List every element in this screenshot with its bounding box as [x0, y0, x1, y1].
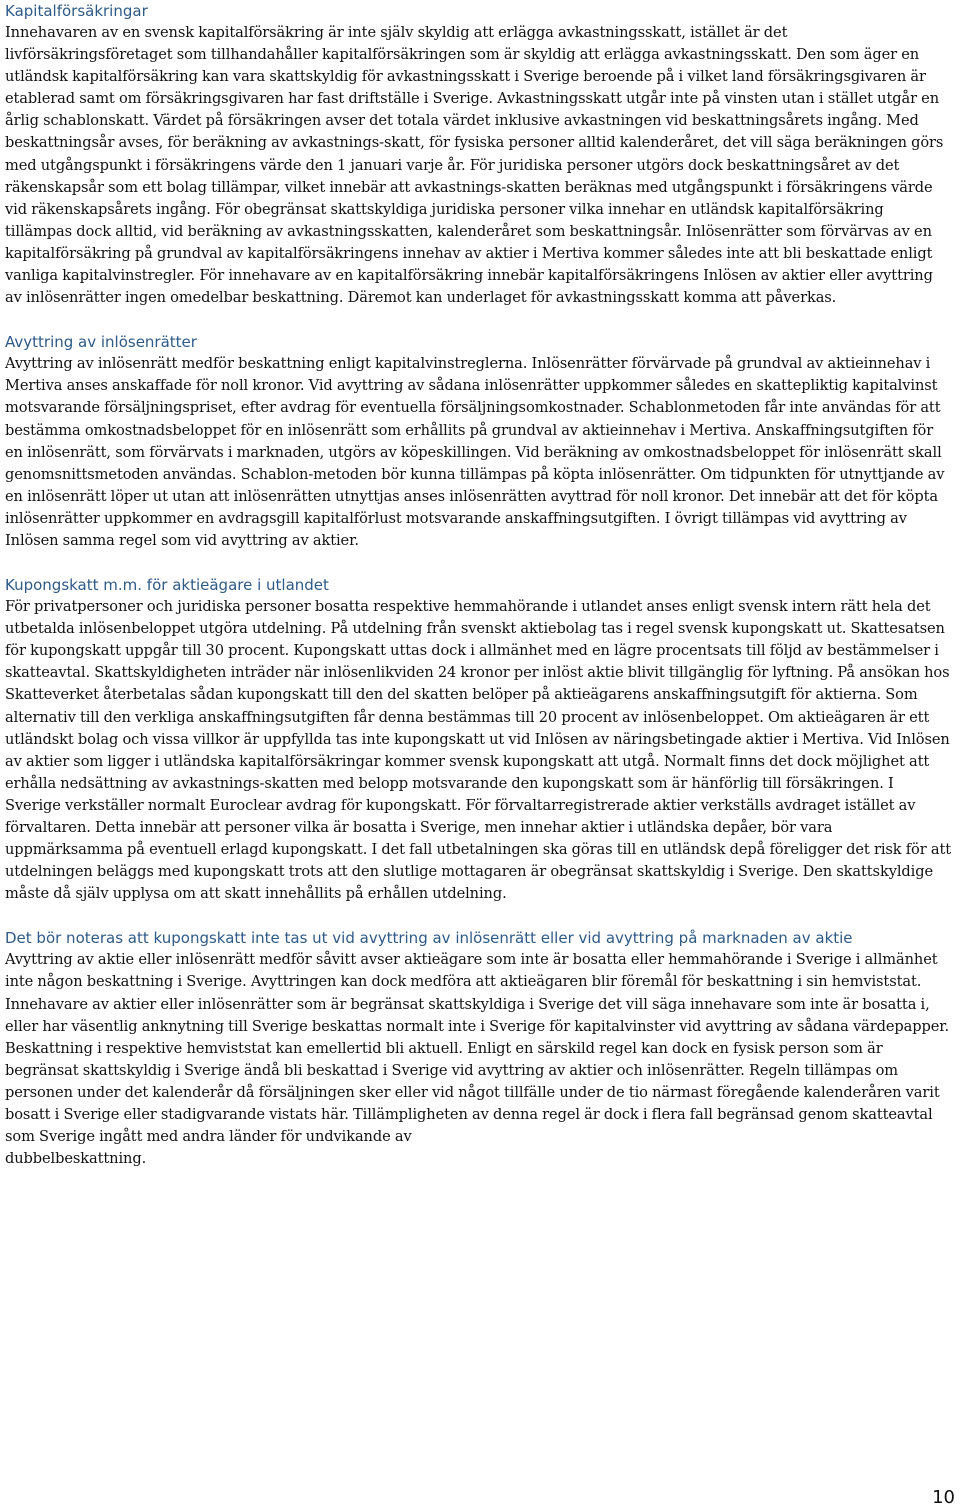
section-body-avyttring-inlosenratter: Avyttring av inlösenrätt medför beskattning enligt kapitalvinstreglerna. Inlösenrätter förvärvade på grundval av aktieinnehav i Mertiva anses anskaffade för noll kronor. Vid avyttring av sådana inlösenrätter uppkommer således en skattepliktig kapitalvinst motsvarande försäljningspriset, efter avdrag för eventuella försäljningsomkostnader. Schablonmetoden får inte användas för att bestämma omkostnadsbeloppet för en inlösenrätt som erhållits på grundval av aktieinnehav i Mertiva. Anskaffningsutgiften för en inlösenrätt, som förvärvats i marknaden, utgörs av köpeskillingen. Vid beräkning av omkostnadsbeloppet för inlösenrätt skall genomsnittsmetoden användas. Schablon-metoden bör kunna tillämpas på köpta inlösenrätter. Om tidpunkten för utnyttjande av en inlösenrätt löper ut utan att inlösenrätten utnyttjas anses inlösenrätten avyttrad för noll kronor. Det innebär att det för köpta inlösenrätter uppkommer en avdragsgill kapitalförlust motsvarande anskaffningsutgiften. I övrigt tillämpas vid avyttring av Inlösen samma regel som vid avyttring av aktier.	[5, 355, 945, 549]
section-heading-kapitalforsakringar: Kapitalförsäkringar	[5, 2, 148, 20]
section-gap	[5, 309, 953, 331]
section-heading-avyttring-inlosenratter: Avyttring av inlösenrätter	[5, 333, 197, 352]
section-body-kapitalforsakringar: Innehavaren av en svensk kapitalförsäkring är inte själv skyldig att erlägga avkastningsskatt, istället är det livförsäkringsföretaget som tillhandahåller kapitalförsäkringen som är skyldig att erlägga avkastningsskatt. Den som äger en utländsk kapitalförsäkring kan vara skattskyldig för avkastningsskatt i Sverige beroende på i vilket land försäkringsgivaren är etablerad samt om försäkringsgivaren har fast driftställe i Sverige. Avkastningsskatt utgår inte på vinsten utan i stället utgår en årlig schablonskatt. Värdet på försäkringen avser det totala värdet inklusive avkastningen vid beskattningsårets ingång. Med beskattningsår avses, för beräkning av avkastnings-skatt, för fysiska personer alltid kalenderåret, det vill säga beräkningen görs med utgångspunkt i försäkringens värde den 1 januari varje år. För juridiska personer utgörs dock beskattningsåret av det räkenskapsår som ett bolag tillämpar, vilket innebär att avkastnings-skatten beräknas med utgångspunkt i försäkringens värde vid räkenskapsårets ingång. För obegränsat skattskyldiga juridiska personer vilka innehar en utländsk kapitalförsäkring tillämpas dock alltid, vid beräkning av avkastningsskatten, kalenderåret som beskattningsår. Inlösenrätter som förvärvas av en kapitalförsäkring på grundval av kapitalförsäkringens innehav av aktier i Mertiva kommer således inte att bli beskattade enligt vanliga kapitalvinstregler. För innehavare av en kapitalförsäkring innebär kapitalförsäkringens Inlösen av aktier eller avyttring av inlösenrätter ingen omedelbar beskattning. Däremot kan underlaget för avkastningsskatt komma att påverkas.	[5, 24, 944, 307]
document-page	[5, 0, 953, 1170]
section-body-notering-kupongskatt: Avyttring av aktie eller inlösenrätt medför såvitt avser aktieägare som inte är bosatta eller hemmahörande i Sverige i allmänhet inte någon beskattning i Sverige. Avyttringen kan dock medföra att aktieägaren blir föremål för beskattning i sin hemviststat. Innehavare av aktier eller inlösenrätter som är begränsat skattskyldiga i Sverige det vill säga innehavare som inte är bosatta i, eller har väsentlig anknytning till Sverige beskattas normalt inte i Sverige för kapitalvinster vid avyttring av sådana värdepapper. Beskattning i respektive hemviststat kan emellertid bli aktuell. Enligt en särskild regel kan dock en fysisk person som är begränsat skattskyldig i Sverige ändå bli beskattad i Sverige vid avyttring av aktier och inlösenrätter. Regeln tillämpas om personen under det kalenderår då försäljningen sker eller vid något tillfälle under de tio närmast föregående kalenderåren varit bosatt i Sverige eller stadigvarande vistats här. Tillämpligheten av denna regel är dock i flera fall begränsad genom skatteavtal som Sverige ingått med andra länder för undvikande av	[5, 951, 950, 1146]
section-heading-kupongskatt: Kupongskatt m.m. för aktieägare i utlandet	[5, 576, 329, 595]
section-gap	[5, 905, 953, 927]
section-heading-notering-kupongskatt: Det bör noteras att kupongskatt inte tas ut vid avyttring av inlösenrätt eller vid avyttring på marknaden av aktie	[5, 929, 853, 948]
section-body-tail: dubbelbeskattning.	[5, 1150, 147, 1168]
section-body-kupongskatt: För privatpersoner och juridiska personer bosatta respektive hemmahörande i utlandet anses enligt svensk intern rätt hela det utbetalda inlösenbeloppet utgöra utdelning. På utdelning från svenskt aktiebolag tas i regel svensk kupongskatt ut. Skattesatsen för kupongskatt uppgår till 30 procent. Kupongskatt uttas dock i allmänhet med en lägre procentsats till följd av bestämmelser i skatteavtal. Skattskyldigheten inträder när inlösenlikviden 24 kronor per inlöst aktie blivit tillgänglig för lyftning. På ansökan hos Skatteverket återbetalas sådan kupongskatt till den del skatten belöper på aktieägarens anskaffningsutgift för aktierna. Som alternativ till den verkliga anskaffningsutgiften får denna bestämmas till 20 procent av inlösenbeloppet. Om aktieägaren är ett utländskt bolag och vissa villkor är uppfyllda tas inte kupongskatt ut vid Inlösen av näringsbetingade aktier i Mertiva. Vid Inlösen av aktier som ligger i utländska kapitalförsäkringar kommer svensk kupongskatt att utgå. Normalt finns det dock möjlighet att erhålla nedsättning av avkastnings-skatten med belopp motsvarande den kupongskatt som är hänförlig till försäkringen. I Sverige verkställer normalt Euroclear avdrag för kupongskatt. För förvaltarregistrerade aktier verkställs avdraget istället av förvaltaren. Detta innebär att personer vilka är bosatta i Sverige, men innehar aktier i utländska depåer, bör vara uppmärksamma på eventuell erlagd kupongskatt. I det fall utbetalningen ska göras till en utländsk depå föreligger det risk för att utdelningen beläggs med kupongskatt trots att den slutlige mottagaren är obegränsat skattskyldig i Sverige. Den skattskyldige måste då själv upplysa om att skatt innehållits på erhållen utdelning.	[5, 598, 951, 903]
page-number: 10	[932, 1487, 955, 1508]
section-gap	[5, 552, 953, 574]
